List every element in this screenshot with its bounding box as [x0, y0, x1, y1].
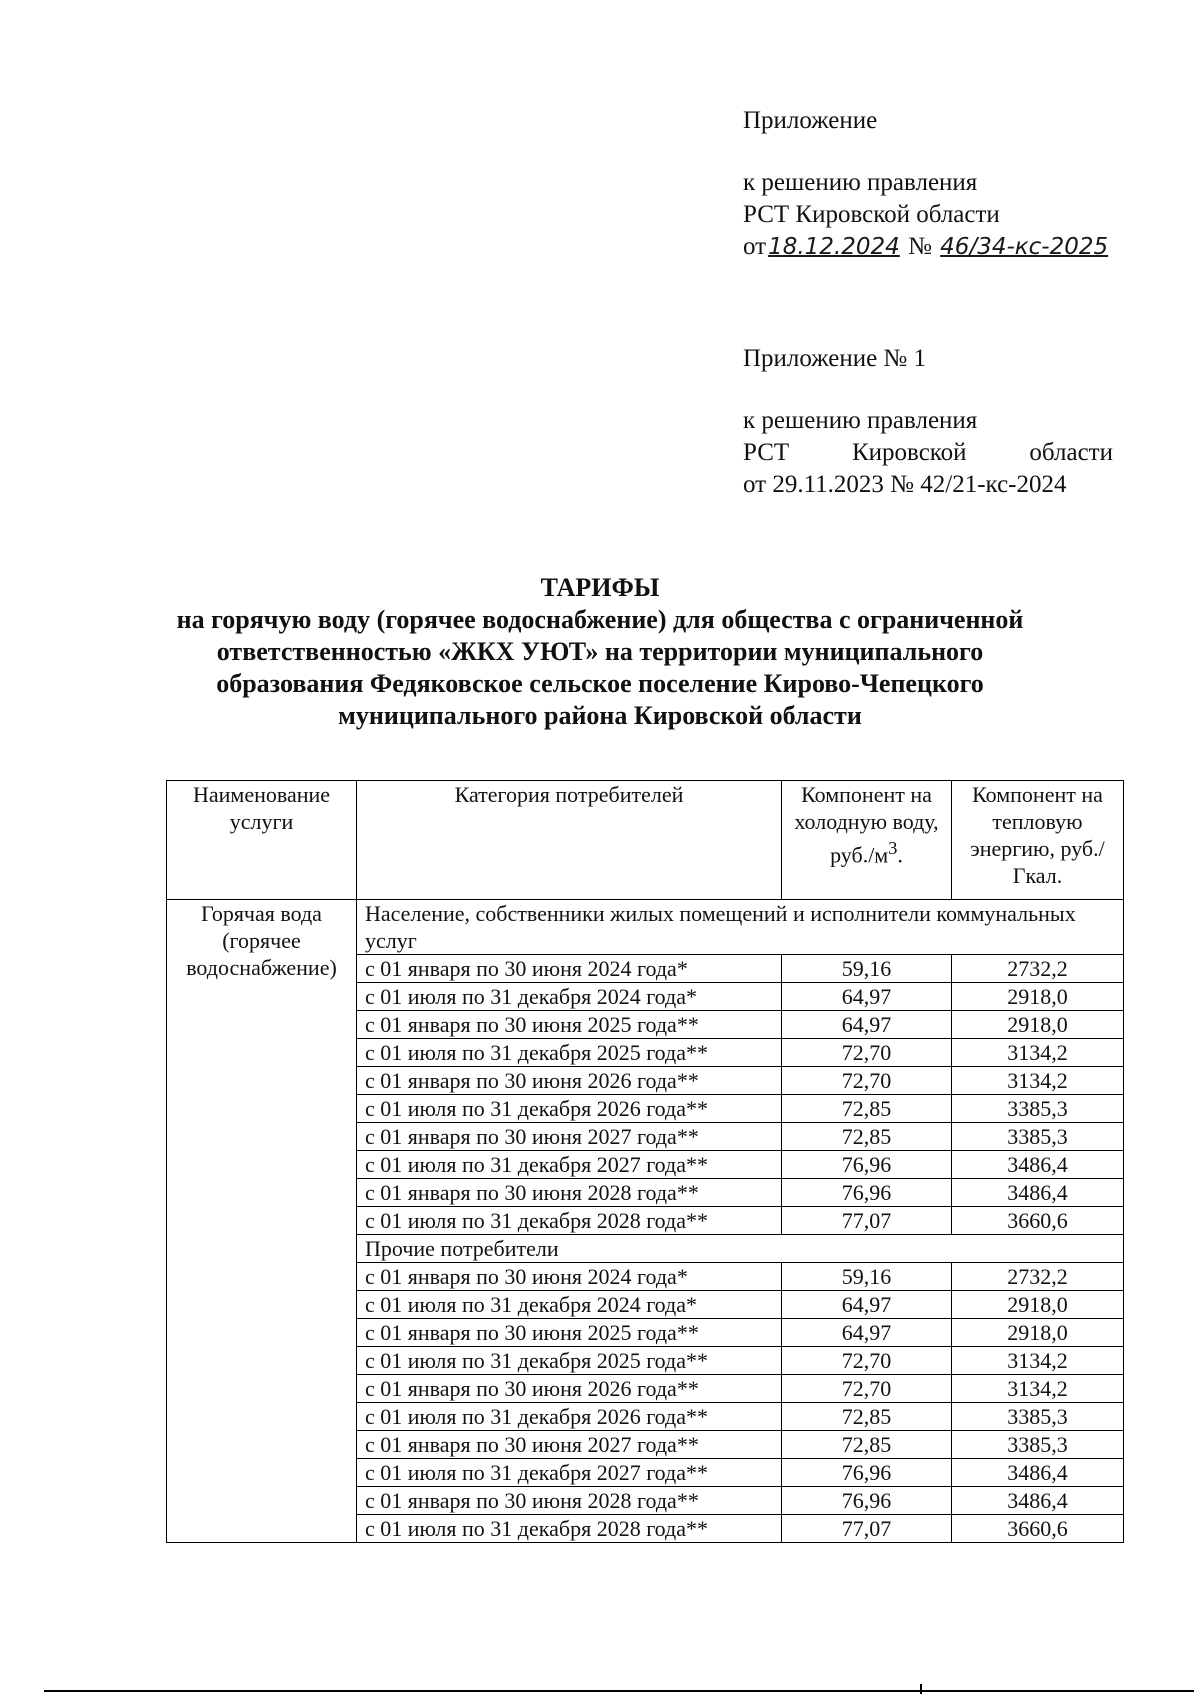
appendix-one-line2 — [743, 437, 1113, 469]
cold-water-cell: 64,97 — [782, 1291, 952, 1319]
heat-cell: 3134,2 — [952, 1039, 1124, 1067]
period-cell: с 01 июля по 31 декабря 2027 года** — [357, 1459, 782, 1487]
cold-water-cell: 72,85 — [782, 1095, 952, 1123]
group-name-cell: Прочие потребители — [357, 1235, 1124, 1263]
period-cell: с 01 января по 30 июня 2028 года** — [357, 1487, 782, 1515]
footer-rule — [44, 1690, 1194, 1692]
heat-cell: 2918,0 — [952, 1291, 1124, 1319]
period-cell: с 01 июля по 31 декабря 2024 года* — [357, 983, 782, 1011]
group-row — [167, 900, 1124, 955]
heat-cell: 2732,2 — [952, 1263, 1124, 1291]
heading-title: ТАРИФЫ — [540, 573, 660, 602]
period-cell: с 01 января по 30 июня 2024 года* — [357, 1263, 782, 1291]
heat-cell: 2918,0 — [952, 1011, 1124, 1039]
heat-cell: 2732,2 — [952, 955, 1124, 983]
heat-cell: 3486,4 — [952, 1151, 1124, 1179]
handwritten-date: 18.12.2024 — [768, 234, 900, 260]
period-cell: с 01 января по 30 июня 2026 года** — [357, 1375, 782, 1403]
cold-water-cell: 64,97 — [782, 1011, 952, 1039]
heat-cell: 3660,6 — [952, 1515, 1124, 1543]
cold-water-cell: 77,07 — [782, 1207, 952, 1235]
appendix-one-line3: от 29.11.2023 № 42/21-кс-2024 — [743, 471, 1067, 498]
period-cell: с 01 июля по 31 декабря 2028 года** — [357, 1515, 782, 1543]
period-cell: с 01 января по 30 июня 2026 года** — [357, 1067, 782, 1095]
heat-cell: 3134,2 — [952, 1067, 1124, 1095]
period-cell: с 01 января по 30 июня 2028 года** — [357, 1179, 782, 1207]
heat-cell: 3385,3 — [952, 1123, 1124, 1151]
cold-water-cell: 77,07 — [782, 1515, 952, 1543]
period-cell: с 01 января по 30 июня 2025 года** — [357, 1011, 782, 1039]
appendix-one-title: Приложение № 1 — [743, 345, 927, 372]
appendix-one-line1: к решению правления — [743, 407, 978, 434]
heat-cell: 3385,3 — [952, 1403, 1124, 1431]
heat-cell: 3385,3 — [952, 1431, 1124, 1459]
handwritten-number: 46/34-кс-2025 — [940, 234, 1109, 260]
heat-cell: 2918,0 — [952, 983, 1124, 1011]
period-cell: с 01 января по 30 июня 2024 года* — [357, 955, 782, 983]
heat-cell: 3134,2 — [952, 1347, 1124, 1375]
cold-water-cell: 76,96 — [782, 1179, 952, 1207]
cold-water-cell: 72,85 — [782, 1431, 952, 1459]
heat-cell: 2918,0 — [952, 1319, 1124, 1347]
service-name-cell: Горячая вода (горячее водоснабжение) — [167, 900, 357, 1543]
period-cell: с 01 июля по 31 декабря 2025 года** — [357, 1039, 782, 1067]
table-header-row — [167, 781, 1124, 900]
cold-water-cell: 72,70 — [782, 1375, 952, 1403]
cold-water-cell: 76,96 — [782, 1151, 952, 1179]
footer-tick — [920, 1684, 922, 1694]
heading-line-2: ответственностью «ЖКХ УЮТ» на территории муниципального — [216, 637, 984, 666]
header-cold-water — [782, 781, 952, 900]
appendix-one-word-2: Кировской — [852, 439, 967, 466]
period-cell: с 01 июля по 31 декабря 2024 года* — [357, 1291, 782, 1319]
heading-line-1: на горячую воду (горячее водоснабжение) для общества с ограниченной — [176, 605, 1024, 634]
header-cold-water-sup: 3 — [888, 838, 898, 858]
cold-water-cell: 59,16 — [782, 955, 952, 983]
appendix-top-no-sign: № — [908, 233, 932, 260]
appendix-top — [743, 105, 1110, 263]
header-cold-water-text: Компонент на холодную воду, руб./м — [794, 782, 939, 868]
cold-water-cell: 76,96 — [782, 1487, 952, 1515]
period-cell: с 01 июля по 31 декабря 2025 года** — [357, 1347, 782, 1375]
heat-cell: 3486,4 — [952, 1179, 1124, 1207]
period-cell: с 01 июля по 31 декабря 2026 года** — [357, 1403, 782, 1431]
tariffs-table — [166, 780, 1124, 1543]
appendix-top-line2: РСТ Кировской области — [743, 201, 1000, 228]
header-category: Категория потребителей — [357, 781, 782, 900]
heading-line-4: муниципального района Кировской области — [338, 701, 862, 730]
cold-water-cell: 72,85 — [782, 1123, 952, 1151]
cold-water-cell: 72,85 — [782, 1403, 952, 1431]
appendix-top-date-line — [743, 231, 1110, 263]
heat-cell: 3385,3 — [952, 1095, 1124, 1123]
appendix-one-word-3: области — [1029, 439, 1113, 466]
appendix-top-line1: к решению правления — [743, 169, 978, 196]
appendix-one — [743, 343, 1113, 501]
heading-line-3: образования Федяковское сельское поселение Кирово-Чепецкого — [216, 669, 984, 698]
period-cell: с 01 января по 30 июня 2027 года** — [357, 1123, 782, 1151]
cold-water-cell: 64,97 — [782, 1319, 952, 1347]
period-cell: с 01 июля по 31 декабря 2028 года** — [357, 1207, 782, 1235]
heat-cell: 3660,6 — [952, 1207, 1124, 1235]
heat-cell: 3134,2 — [952, 1375, 1124, 1403]
cold-water-cell: 72,70 — [782, 1347, 952, 1375]
header-heat: Компонент на тепловую энергию, руб./Гкал. — [952, 781, 1124, 900]
document-heading — [120, 572, 1080, 732]
cold-water-cell: 76,96 — [782, 1459, 952, 1487]
period-cell: с 01 июля по 31 декабря 2027 года** — [357, 1151, 782, 1179]
group-name-cell: Население, собственники жилых помещений и исполнители коммунальных услуг — [357, 900, 1124, 955]
period-cell: с 01 июля по 31 декабря 2026 года** — [357, 1095, 782, 1123]
appendix-top-title: Приложение — [743, 107, 878, 134]
period-cell: с 01 января по 30 июня 2027 года** — [357, 1431, 782, 1459]
cold-water-cell: 72,70 — [782, 1039, 952, 1067]
cold-water-cell: 64,97 — [782, 983, 952, 1011]
cold-water-cell: 72,70 — [782, 1067, 952, 1095]
heat-cell: 3486,4 — [952, 1459, 1124, 1487]
period-cell: с 01 января по 30 июня 2025 года** — [357, 1319, 782, 1347]
appendix-top-ot: от — [743, 233, 767, 260]
cold-water-cell: 59,16 — [782, 1263, 952, 1291]
header-service: Наименование услуги — [167, 781, 357, 900]
header-cold-water-end: . — [897, 842, 903, 868]
appendix-one-word-1: РСТ — [743, 439, 790, 466]
heat-cell: 3486,4 — [952, 1487, 1124, 1515]
